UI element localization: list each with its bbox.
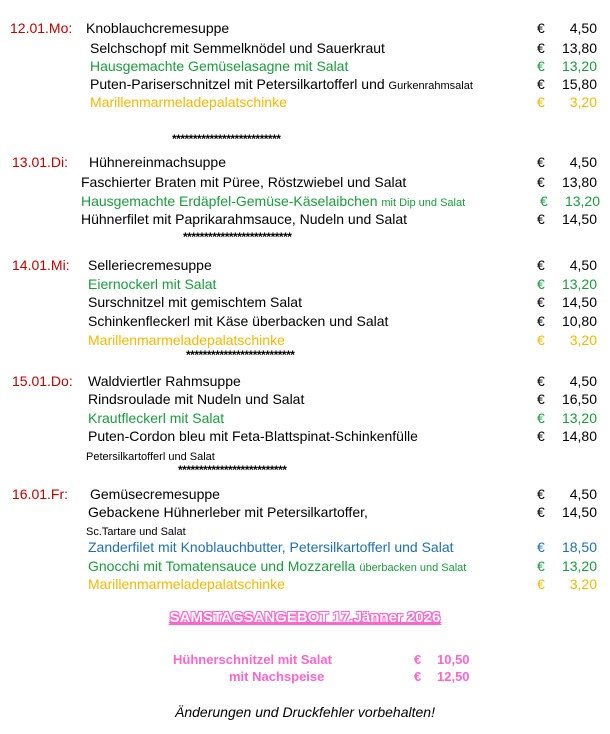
currency-symbol: € xyxy=(537,174,545,190)
dish-note: Gurkenrahmsalat xyxy=(388,80,473,92)
dish-text: Hühnereinmachsuppe xyxy=(89,154,226,170)
separator: ************************** xyxy=(178,463,287,477)
dish-name xyxy=(88,558,466,576)
price-amount: 4,50 xyxy=(569,154,597,170)
dish-price xyxy=(537,539,597,555)
currency-symbol: € xyxy=(537,94,545,110)
dish-price xyxy=(537,486,597,502)
dish-price xyxy=(537,40,597,56)
saturday-item-label: mit Nachspeise xyxy=(229,669,325,684)
dish-price xyxy=(537,154,597,170)
dish-name xyxy=(88,276,216,292)
dish-name xyxy=(88,294,302,310)
dish-name xyxy=(86,20,229,36)
dish-text: Waldviertler Rahmsuppe xyxy=(88,373,241,389)
currency-symbol: € xyxy=(537,539,545,555)
dish-text: Hausgemachte Erdäpfel-Gemüse-Käselaibchen xyxy=(81,193,382,209)
dish-price xyxy=(540,193,600,209)
day-label: 14.01.Mi: xyxy=(12,257,70,273)
dish-text: Selchschopf mit Semmelknödel und Sauerkraut xyxy=(90,40,385,56)
currency-symbol: € xyxy=(537,391,545,407)
dish-name xyxy=(88,576,285,592)
separator: ************************** xyxy=(186,348,295,362)
price-amount: 14,80 xyxy=(561,428,597,444)
price-amount: 13,20 xyxy=(564,193,600,209)
dish-text: Hühnerfilet mit Paprikarahmsauce, Nudeln und Salat xyxy=(81,211,408,227)
price-amount: 14,50 xyxy=(561,211,597,227)
dish-note: Petersilkartofferl und Salat xyxy=(86,451,215,463)
dish-text: Hausgemachte Gemüselasagne mit Salat xyxy=(90,58,349,74)
dish-text: Marillenmarmeladepalatschinke xyxy=(90,94,287,110)
currency-symbol: € xyxy=(537,154,545,170)
day-label: 13.01.Di: xyxy=(12,154,69,170)
currency-symbol: € xyxy=(537,40,545,56)
saturday-item-currency: € xyxy=(414,652,422,667)
currency-symbol: € xyxy=(537,410,545,426)
currency-symbol: € xyxy=(537,558,545,574)
dish-price xyxy=(537,174,597,190)
dish-price xyxy=(537,428,597,444)
saturday-item-currency: € xyxy=(414,669,422,684)
price-amount: 4,50 xyxy=(569,486,597,502)
price-amount: 3,20 xyxy=(569,576,597,592)
price-amount: 16,50 xyxy=(561,391,597,407)
dish-text: Krautfleckerl mit Salat xyxy=(88,410,225,426)
dish-price xyxy=(537,504,597,520)
price-amount: 13,20 xyxy=(561,276,597,292)
currency-symbol: € xyxy=(537,294,545,310)
dish-text: Rindsroulade mit Nudeln und Salat xyxy=(88,391,305,407)
dish-text: Marillenmarmeladepalatschinke xyxy=(88,576,285,592)
dish-price xyxy=(537,410,597,426)
dish-note: mit Dip und Salat xyxy=(381,197,466,209)
dish-name xyxy=(90,58,348,74)
currency-symbol: € xyxy=(537,20,545,36)
dish-name xyxy=(88,313,388,329)
dish-name xyxy=(81,211,407,227)
dish-name xyxy=(90,94,287,110)
dish-name xyxy=(90,76,473,94)
dish-text: Surschnitzel mit gemischtem Salat xyxy=(88,294,302,310)
currency-symbol: € xyxy=(537,276,545,292)
currency-symbol: € xyxy=(537,257,545,273)
saturday-item-price: 12,50 xyxy=(437,669,470,684)
price-amount: 14,50 xyxy=(561,504,597,520)
currency-symbol: € xyxy=(537,504,545,520)
currency-symbol: € xyxy=(537,373,545,389)
day-label: 12.01.Mo: xyxy=(10,20,73,36)
dish-price xyxy=(537,58,597,74)
price-amount: 13,20 xyxy=(561,58,597,74)
dish-text: Puten-Cordon bleu mit Feta-Blattspinat-Schinkenfülle xyxy=(88,428,418,444)
dish-text: Selleriecremesuppe xyxy=(88,257,212,273)
dish-text: Schinkenfleckerl mit Käse überbacken und Salat xyxy=(88,313,389,329)
currency-symbol: € xyxy=(537,576,545,592)
separator: ************************** xyxy=(172,132,281,146)
dish-name xyxy=(89,154,226,170)
dish-price xyxy=(537,294,597,310)
day-label: 15.01.Do: xyxy=(12,373,73,389)
dish-name xyxy=(90,486,220,502)
price-amount: 13,20 xyxy=(561,410,597,426)
price-amount: 4,50 xyxy=(569,373,597,389)
price-amount: 13,80 xyxy=(561,40,597,56)
dish-price xyxy=(537,313,597,329)
currency-symbol: € xyxy=(537,313,545,329)
price-amount: 4,50 xyxy=(569,20,597,36)
dish-note: überbacken und Salat xyxy=(359,562,467,574)
dish-name xyxy=(81,193,465,211)
dish-price xyxy=(537,276,597,292)
dish-name xyxy=(88,257,212,273)
dish-name xyxy=(88,410,224,426)
dish-price xyxy=(537,391,597,407)
price-amount: 15,80 xyxy=(561,76,597,92)
dish-price xyxy=(537,257,597,273)
currency-symbol: € xyxy=(537,486,545,502)
dish-price xyxy=(537,211,597,227)
dish-note: Sc.Tartare und Salat xyxy=(86,526,186,538)
disclaimer: Änderungen und Druckfehler vorbehalten! xyxy=(175,704,435,720)
dish-text: Faschierter Braten mit Püree, Röstzwiebel und Salat xyxy=(81,174,407,190)
price-amount: 4,50 xyxy=(569,257,597,273)
saturday-item-label: Hühnerschnitzel mit Salat xyxy=(173,652,332,667)
dish-name xyxy=(81,174,406,190)
currency-symbol: € xyxy=(537,76,545,92)
price-amount: 14,50 xyxy=(561,294,597,310)
price-amount: 3,20 xyxy=(569,332,597,348)
price-amount: 13,80 xyxy=(561,174,597,190)
price-amount: 18,50 xyxy=(561,539,597,555)
dish-name xyxy=(88,428,418,444)
dish-text: Gebackene Hühnerleber mit Petersilkartoffer, xyxy=(88,504,368,520)
dish-price xyxy=(537,94,597,110)
dish-text: Knoblauchcremesuppe xyxy=(86,20,230,36)
currency-symbol: € xyxy=(537,332,545,348)
price-amount: 3,20 xyxy=(569,94,597,110)
currency-symbol: € xyxy=(540,193,548,209)
dish-name xyxy=(88,391,304,407)
separator: ************************** xyxy=(183,230,292,244)
dish-text: Zanderfilet mit Knoblauchbutter, Petersilkartofferl und Salat xyxy=(88,539,454,555)
dish-name xyxy=(88,373,241,389)
dish-text: Marillenmarmeladepalatschinke xyxy=(88,332,285,348)
dish-text: Puten-Pariserschnitzel mit Petersilkartofferl und xyxy=(90,76,389,92)
dish-name xyxy=(90,40,385,56)
dish-price xyxy=(537,76,597,92)
saturday-offer-title: SAMSTAGSANGEBOT 17.Jänner 2026 xyxy=(169,609,441,626)
price-amount: 10,80 xyxy=(561,313,597,329)
saturday-item-price: 10,50 xyxy=(437,652,470,667)
dish-text: Gnocchi mit Tomatensauce und Mozzarella xyxy=(88,558,360,574)
dish-name xyxy=(88,332,285,348)
dish-text: Eiernockerl mit Salat xyxy=(88,276,217,292)
dish-price xyxy=(537,332,597,348)
dish-price xyxy=(537,373,597,389)
day-label: 16.01.Fr: xyxy=(12,486,69,502)
dish-price xyxy=(537,20,597,36)
currency-symbol: € xyxy=(537,211,545,227)
dish-name xyxy=(88,539,454,555)
dish-price xyxy=(537,558,597,574)
dish-price xyxy=(537,576,597,592)
currency-symbol: € xyxy=(537,58,545,74)
currency-symbol: € xyxy=(537,428,545,444)
dish-name xyxy=(88,504,368,520)
dish-name xyxy=(86,522,186,540)
price-amount: 13,20 xyxy=(561,558,597,574)
dish-text: Gemüsecremesuppe xyxy=(90,486,220,502)
